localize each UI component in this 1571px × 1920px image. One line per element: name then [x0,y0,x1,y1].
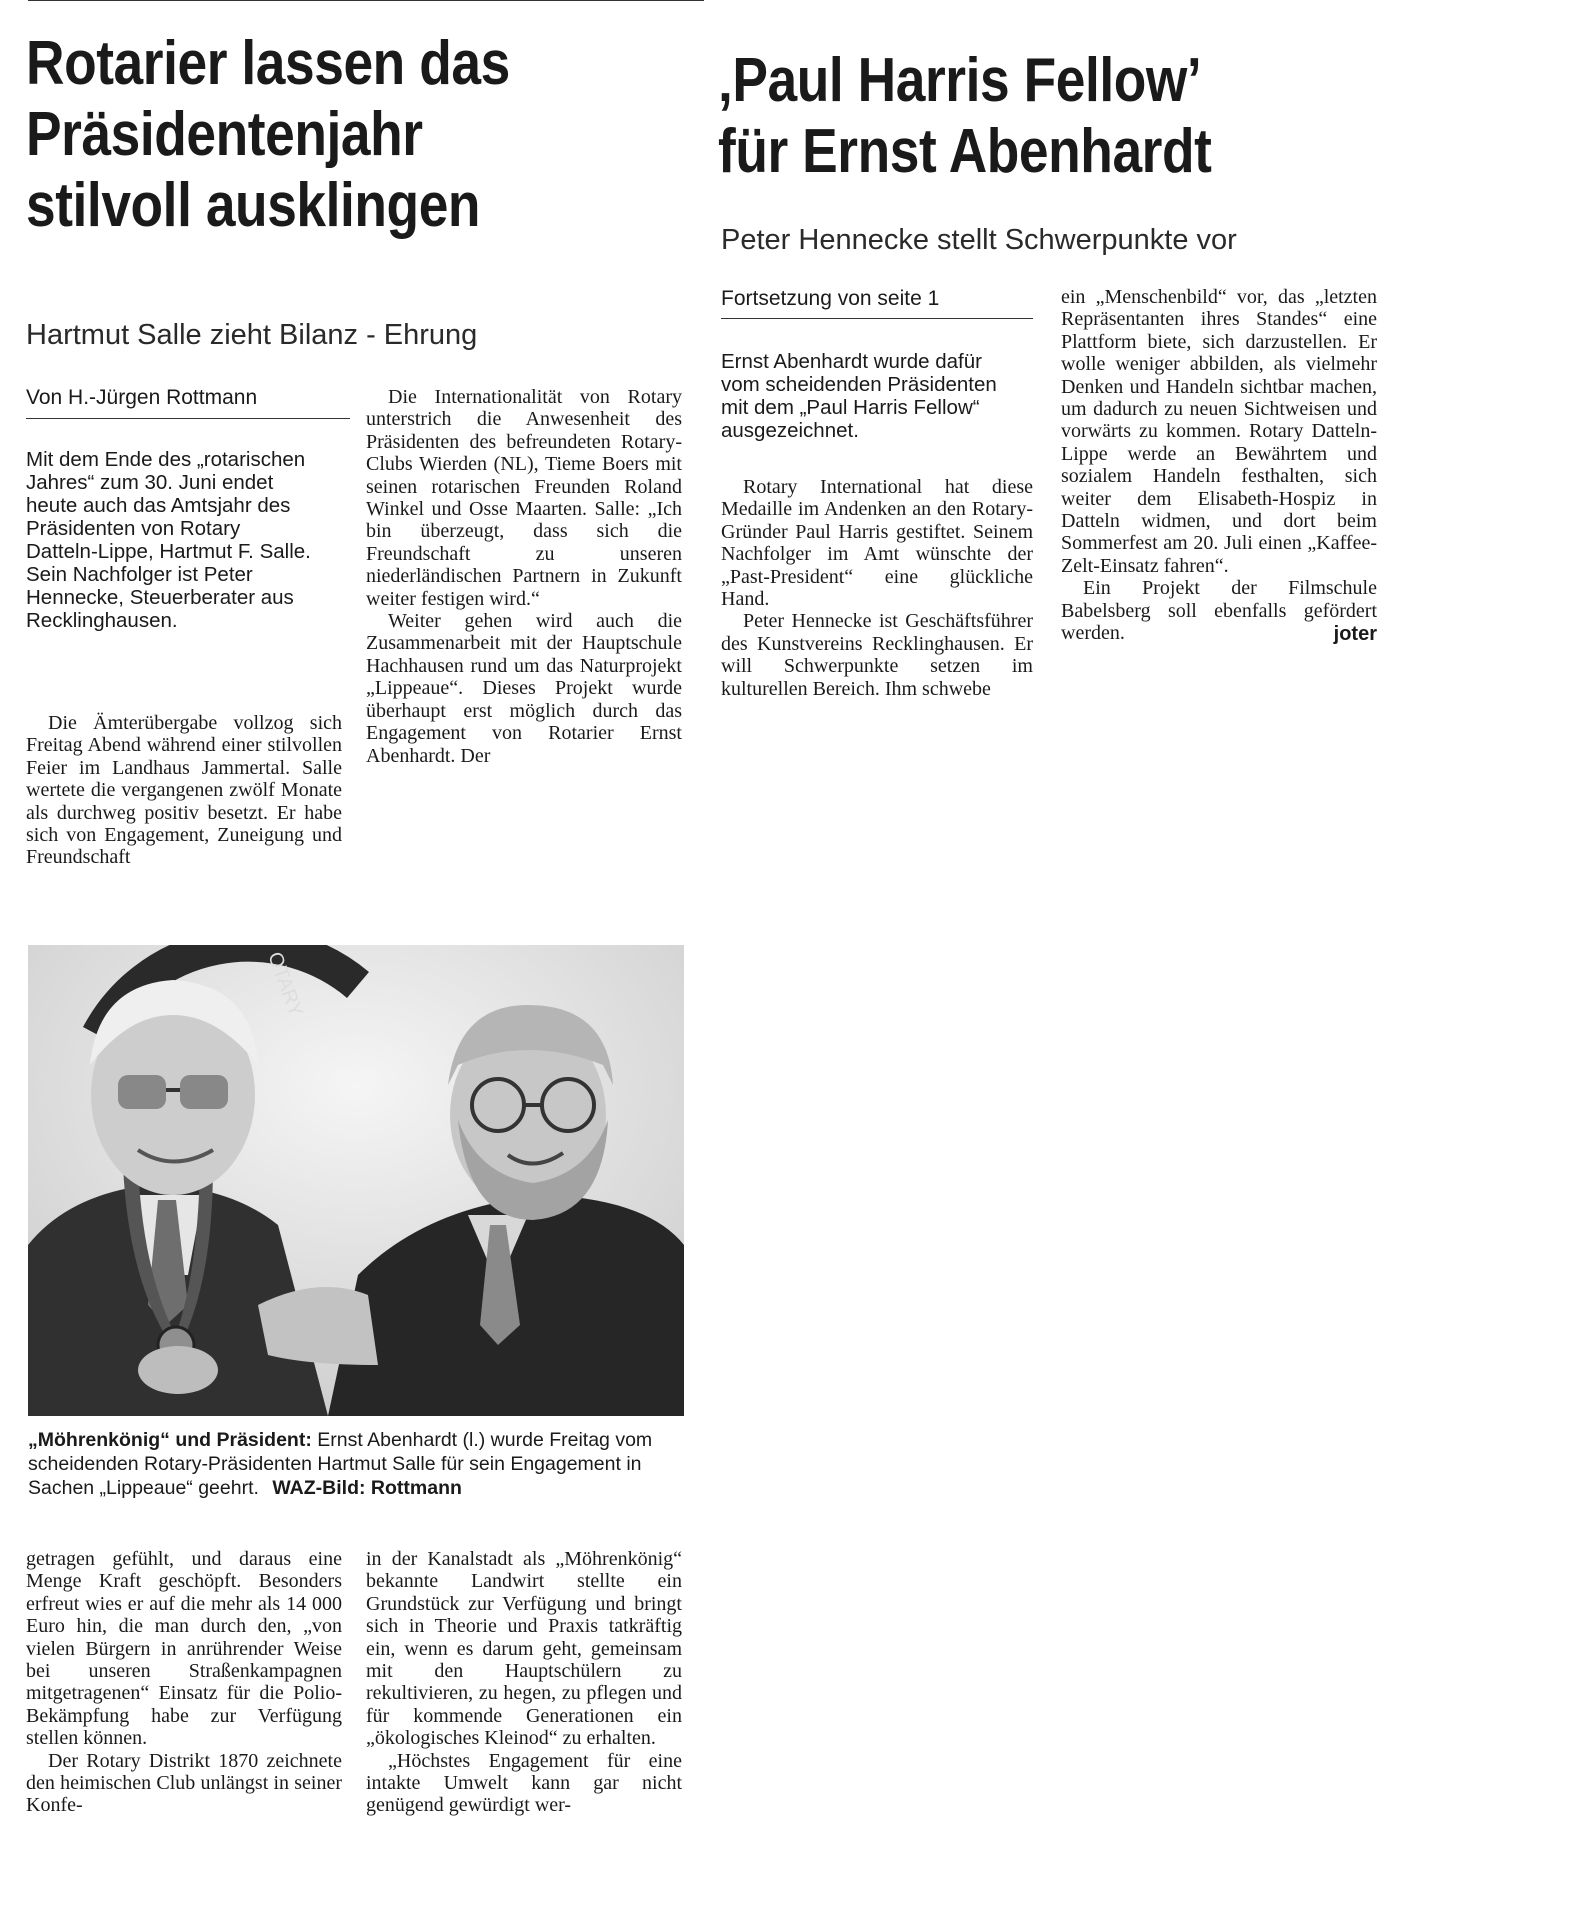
left-col3-p2: Der Rotary Distrikt 1870 zeichnete den heimischen Club unlängst in seiner Konfe- [26,1749,342,1817]
byline-rule [26,418,350,419]
left-col3-body [26,1548,342,1817]
right-col2-p1: ein „Menschenbild“ vor, das „letzten Repräsentanten ihres Standes“ eine Plattform biete, sich darzustellen. Er wolle weniger abbilden, als vielmehr Denken und Handeln sichtbar machen, um dadurch zu neuen Sichtweisen und vorwärts zu kommen. Rotary Datteln-Lippe werde an Bewährtem und sozialem Handeln festhalten, sich weiter dem Elisabeth-Hospiz in Datteln widmen, und dort beim Sommerfest am 20. Juli einen „Kaffee-Zelt-Einsatz fahren“. [1061,286,1377,577]
left-col1-lead-text: Mit dem Ende des „rotarischen Jahres“ zum 30. Juni endet heute auch das Amtsjahr des Präsidenten von Rotary Datteln-Lippe, Hartmut F. Salle. Sein Nachfolger ist Peter Hennecke, Steuerberater aus Recklinghausen. [26,448,311,632]
left-col1-p2: Die Ämterübergabe vollzog sich Freitag Abend während einer stilvollen Feier im Landhaus Jammertal. Salle wertete die vergangenen zwölf Monate als durchweg positiv besetzt. Er habe sich von Engagement, Zuneigung und Freundschaft [26,712,342,869]
left-col2-p1: Die Internationalität von Rotary unterstrich die Anwesenheit des Präsidenten des befreundeten Rotary-Clubs Wierden (NL), Tieme Boers mit seinen rotarischen Freunden Roland Winkel und Osse Maarten. Salle: „Ich bin überzeugt, dass sich die Freundschaft zu unseren niederländischen Partnern in Zukunft weiter festigen wird.“ [366,386,682,610]
right-col1-lead-text: Ernst Abenhardt wurde dafür vom scheidenden Präsidenten mit dem „Paul Harris Fellow“ ausgezeichnet. [721,350,997,442]
top-rule [28,0,704,1]
right-col1-body [721,476,1033,700]
right-col1-p2: Rotary International hat diese Medaille im Andenken an den Rotary-Gründer Paul Harris gestiftet. Seinem Nachfolger im Amt wünschte der „Past-President“ eine glückliche Hand. [721,476,1033,611]
photo-caption [28,1428,698,1500]
left-byline: Von H.-Jürgen Rottmann [26,386,258,409]
continuation-note: Fortsetzung von seite 1 [721,287,940,310]
left-col2-body [366,386,682,767]
right-headline-line-2: für Ernst Abenhardt [718,117,1212,186]
photo [28,945,684,1416]
right-col2-p2: Ein Projekt der Filmschule Babelsberg soll ebenfalls gefördert werden. [1061,577,1377,645]
left-col1-body [26,712,342,869]
left-col1-lead [26,448,316,632]
right-author-tag: joter [1333,622,1377,645]
right-headline [718,45,1211,187]
left-subheadline: Hartmut Salle zieht Bilanz - Ehrung [26,319,478,351]
right-col1-p3: Peter Hennecke ist Geschäftsführer des Kunstvereins Recklinghausen. Er will Schwerpunkte setzen im kulturellen Bereich. Ihm schwebe [721,610,1033,700]
left-headline-line-2: Präsidentenjahr [26,100,423,169]
right-subheadline: Peter Hennecke stellt Schwerpunkte vor [721,224,1237,256]
left-headline-line-3: stilvoll ausklingen [26,171,481,240]
continuation-rule [721,318,1033,319]
caption-bold: „Möhrenkönig“ und Präsident: [28,1429,312,1451]
caption-text: Ernst Abenhardt (l.) wurde Freitag vom scheidenden Rotary-Präsidenten Hartmut Salle für sein Engagement in Sachen „Lippeaue“ geehrt. [28,1429,653,1499]
left-col4-body [366,1548,682,1817]
left-col3-p1: getragen gefühlt, und daraus eine Menge Kraft geschöpft. Besonders erfreut wies er auf die mehr als 14 000 Euro hin, die man durch den, „von vielen Bürgern in anrührender Weise bei unseren Straßenkampagnen mitgetragenen“ Einsatz für die Polio- Bekämpfung habe zur Verfügung stellen können. [26,1548,342,1750]
photo-illustration [28,945,684,1416]
photo-credit: WAZ-Bild: Rottmann [272,1477,462,1499]
right-headline-line-1: ‚Paul Harris Fellow’ [718,46,1202,115]
left-col4-p2: „Höchstes Engagement für eine intakte Umwelt kann gar nicht genügend gewürdigt wer- [366,1749,682,1817]
left-col4-p1: in der Kanalstadt als „Möhrenkönig“ bekannte Landwirt stellte ein Grundstück zur Verfügung und bringt sich in Theorie und Praxis tatkräftig ein, wenn es darum geht, gemeinsam mit den Hauptschülern zu rekultivieren, zu hegen, zu pflegen und für kommende Generationen ein „ökologisches Kleinod“ zu erhalten. [366,1548,682,1750]
emblem-text-right: OTARY [263,949,307,1020]
right-col2-body [1061,286,1377,645]
left-col2-p2: Weiter gehen wird auch die Zusammenarbeit mit der Hauptschule Hachhausen rund um das Naturprojekt „Lippeaue“. Dieses Projekt wurde überhaupt erst möglich durch das Engagement von Rotarier Ernst Abenhardt. Der [366,610,682,767]
left-headline [26,28,510,241]
right-col1-lead [721,350,1021,442]
left-headline-line-1: Rotarier lassen das [26,29,510,98]
